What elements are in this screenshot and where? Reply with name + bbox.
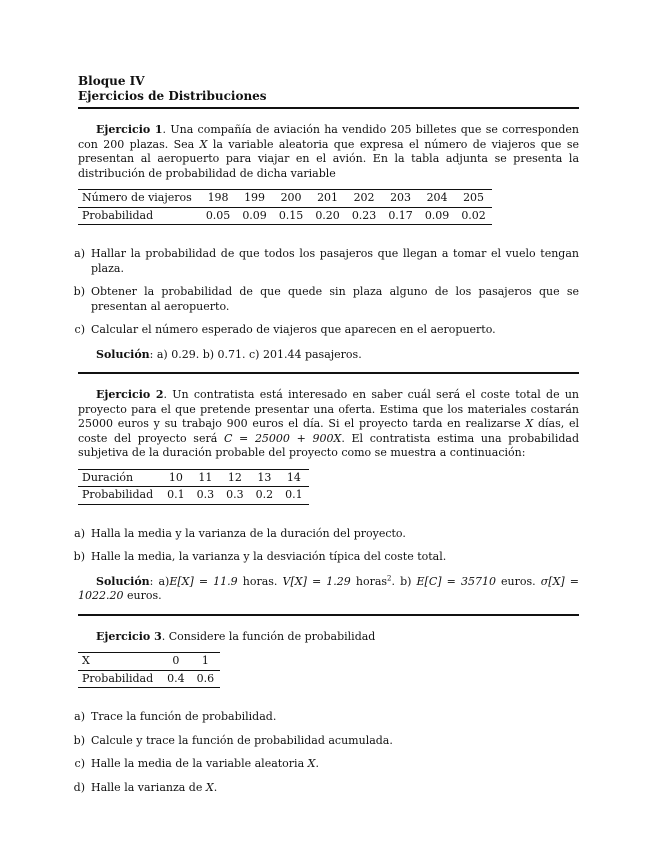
table-cell: 0.05 — [200, 207, 237, 225]
table-cell: 13 — [250, 469, 280, 487]
exercise-2-items — [73, 526, 579, 565]
list-item: a) Halla la media y la varianza de la duración del proyecto. — [74, 526, 406, 540]
table-row-label: X — [78, 653, 161, 671]
table-cell: 205 — [455, 190, 492, 208]
table-cell: 0.09 — [236, 207, 273, 225]
exercise-3-statement: Ejercicio 3. Considere la función de probabilidad — [96, 629, 376, 643]
table-cell: 11 — [191, 469, 221, 487]
table-row — [78, 670, 220, 688]
table-cell: 1 — [191, 653, 221, 671]
table-cell: 0.3 — [191, 487, 221, 505]
table-cell: 0.1 — [279, 487, 309, 505]
block-title: Bloque IV — [78, 74, 145, 88]
table-cell: 203 — [382, 190, 419, 208]
table-cell: 0.20 — [309, 207, 346, 225]
exercise-2 — [73, 374, 579, 614]
exercise-1-statement: Ejercicio 1. Una compañía de aviación ha vendido 205 billetes que se corresponden con 200 plazas. Sea X la variable aleatoria que expresa el número de viajeros que se presentan al aeropuerto para viajar en el avión. En la tabla adjunta se presenta la distribución de probabilidad de dicha variable — [78, 123, 579, 180]
table-cell: 0.17 — [382, 207, 419, 225]
exercise-2-solution: Solución: a)E[X] = 11.9 horas. V[X] = 1.29 horas$^2$. b) E[C] = 35710 euros. σ[X] = 1022.20 euros. — [78, 573, 579, 602]
exercise-3 — [73, 616, 579, 815]
exercise-3-table — [78, 652, 220, 688]
exercise-1-items — [73, 247, 579, 338]
table-row-label: Probabilidad — [78, 207, 200, 225]
exercise-2-label: Ejercicio 2 — [96, 388, 164, 401]
table-cell: 202 — [346, 190, 383, 208]
exercise-2-table — [78, 469, 309, 505]
table-cell: 0.15 — [273, 207, 310, 225]
list-item: d) Halle la varianza de X. — [73, 780, 218, 794]
list-item: c) Calcular el número esperado de viajeros que aparecen en el aeropuerto. — [74, 323, 496, 336]
block-subtitle: Ejercicios de Distribuciones — [78, 89, 267, 103]
exercise-1 — [73, 109, 579, 372]
table-cell: 0.1 — [161, 487, 191, 505]
exercise-3-items — [73, 710, 579, 795]
table-cell: 10 — [161, 469, 191, 487]
exercise-2-statement: Ejercicio 2. Un contratista está interesado en saber cuál será el coste total de un proyecto para el que pretende presentar una oferta. Estima que los materiales costarán 25000 euros y su trabajo 900 euros el día. Si el proyecto tarda en realizarse X días, el coste del proyecto será C = 25000 + 900X. El contratista estima una probabilidad subjetiva de la duración probable del proyecto como se muestra a continuación: — [78, 388, 579, 459]
list-item: b) Halle la media, la varianza y la desviación típica del coste total. — [73, 550, 447, 563]
table-cell: 0.3 — [220, 487, 250, 505]
list-item: a) Trace la función de probabilidad. — [74, 710, 277, 723]
table-cell: 199 — [236, 190, 273, 208]
exercise-1-table — [78, 189, 492, 225]
table-cell: 198 — [200, 190, 237, 208]
list-item: b) Calcule y trace la función de probabilidad acumulada. — [73, 733, 393, 747]
table-row — [78, 469, 309, 487]
page — [73, 74, 579, 814]
table-cell: 0.23 — [346, 207, 383, 225]
table-cell: 0.09 — [419, 207, 456, 225]
table-row — [78, 487, 309, 505]
table-row-label: Número de viajeros — [78, 190, 200, 208]
list-item: c) Halle la media de la variable aleatoria X. — [74, 757, 319, 770]
table-cell: 204 — [419, 190, 456, 208]
table-cell: 0.6 — [191, 670, 221, 688]
list-item: b) Obtener la probabilidad de que quede sin plaza alguno de los pasajeros que se presentan al aeropuerto. — [73, 285, 579, 313]
table-cell: 12 — [220, 469, 250, 487]
table-cell: 201 — [309, 190, 346, 208]
table-row — [78, 653, 220, 671]
table-cell: 200 — [273, 190, 310, 208]
table-cell: 0.2 — [250, 487, 280, 505]
table-row-label: Probabilidad — [78, 487, 161, 505]
exercise-1-solution: Solución: a) 0.29. b) 0.71. c) 201.44 pasajeros. — [96, 347, 362, 361]
table-cell: 0.4 — [161, 670, 191, 688]
table-cell: 14 — [279, 469, 309, 487]
page-header — [78, 74, 579, 104]
table-cell: 0.02 — [455, 207, 492, 225]
exercise-1-label: Ejercicio 1 — [96, 123, 163, 136]
table-row-label: Duración — [78, 469, 161, 487]
table-row — [78, 207, 492, 225]
exercise-3-label: Ejercicio 3 — [96, 629, 162, 643]
table-row-label: Probabilidad — [78, 670, 161, 688]
table-row — [78, 190, 492, 208]
list-item: a) Hallar la probabilidad de que todos los pasajeros que llegan a tomar el vuelo tengan plaza. — [74, 247, 579, 275]
table-cell: 0 — [161, 653, 191, 671]
